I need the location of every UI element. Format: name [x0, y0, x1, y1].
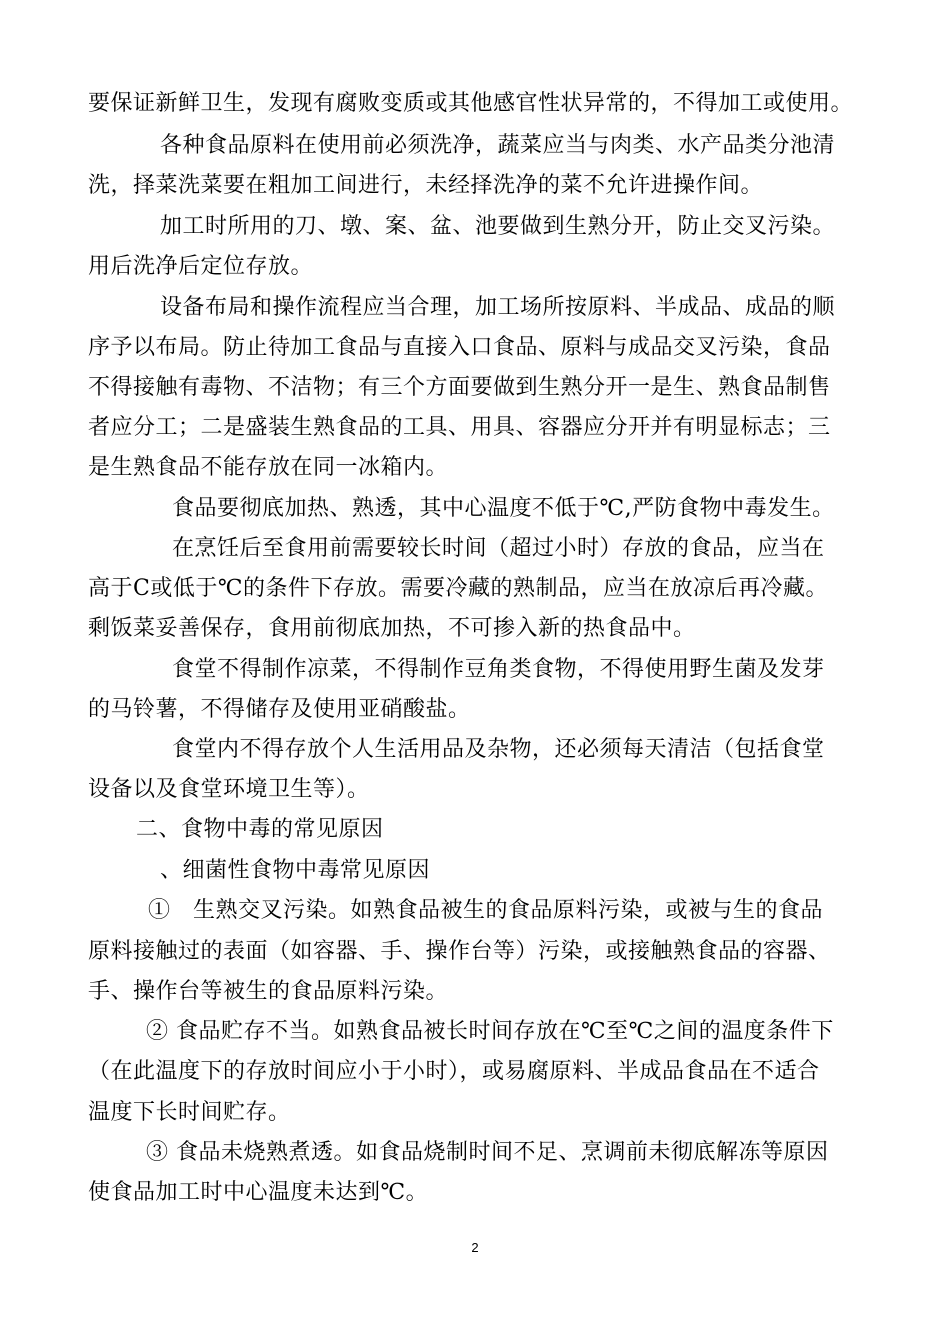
section-heading: 二、食物中毒的常见原因 — [136, 817, 384, 842]
text-line: （在此温度下的存放时间应小于小时），或易腐原料、半成品食品在不适合 — [88, 1059, 820, 1084]
text-line: 各种食品原料在使用前必须洗净，蔬菜应当与肉类、水产品类分池清 — [160, 133, 836, 158]
text-line: 原料接触过的表面（如容器、手、操作台等）污染，或接触熟食品的容器、 — [88, 939, 831, 964]
page-number: 2 — [471, 1240, 479, 1255]
text-line: ③ 食品未烧熟煮透。如食品烧制时间不足、烹调前未彻底解冻等原因 — [146, 1140, 829, 1165]
text-line: 食品要彻底加热、熟透，其中心温度不低于℃,严防食物中毒发生。 — [172, 496, 835, 521]
text-line: 者应分工；二是盛装生熟食品的工具、用具、容器应分开并有明显标志；三 — [88, 415, 831, 440]
text-line: 要保证新鲜卫生，发现有腐败变质或其他感官性状异常的，不得加工或使用。 — [88, 91, 854, 116]
text-line: 设备以及食堂环境卫生等）。 — [88, 777, 370, 802]
text-line: 是生熟食品不能存放在同一冰箱内。 — [88, 455, 449, 480]
text-line: 洗，择菜洗菜要在粗加工间进行，未经择洗净的菜不允许进操作间。 — [88, 173, 764, 198]
text-line: 手、操作台等被生的食品原料污染。 — [88, 979, 449, 1004]
text-line: 高于C或低于℃的条件下存放。需要冷藏的熟制品，应当在放凉后再冷藏。 — [88, 576, 828, 601]
text-line: 加工时所用的刀、墩、案、盆、池要做到生熟分开，防止交叉污染。 — [160, 214, 836, 239]
text-line: 食堂内不得存放个人生活用品及杂物，还必须每天清洁（包括食堂 — [172, 737, 825, 762]
text-line: 剩饭菜妥善保存，食用前彻底加热，不可掺入新的热食品中。 — [88, 616, 696, 641]
text-line: 序予以布局。防止待加工食品与直接入口食品、原料与成品交叉污染，食品 — [88, 335, 831, 360]
text-line: 不得接触有毒物、不洁物；有三个方面要做到生熟分开一是生、熟食品制售 — [88, 375, 831, 400]
text-line: 使食品加工时中心温度未达到℃。 — [88, 1180, 429, 1205]
text-line: ② 食品贮存不当。如熟食品被长时间存放在℃至℃之间的温度条件下 — [146, 1019, 834, 1044]
text-line: 设备布局和操作流程应当合理，加工场所按原料、半成品、成品的顺 — [160, 295, 836, 320]
text-line: 的马铃薯，不得储存及使用亚硝酸盐。 — [88, 697, 471, 722]
text-line: 在烹饪后至食用前需要较长时间（超过小时）存放的食品，应当在 — [172, 536, 825, 561]
text-line: ① 生熟交叉污染。如熟食品被生的食品原料污染，或被与生的食品 — [148, 898, 824, 923]
text-line: 用后洗净后定位存放。 — [88, 254, 314, 279]
subsection-heading: 、细菌性食物中毒常见原因 — [160, 858, 431, 883]
text-line: 食堂不得制作凉菜，不得制作豆角类食物，不得使用野生菌及发芽 — [172, 657, 825, 682]
text-line: 温度下长时间贮存。 — [88, 1100, 291, 1125]
